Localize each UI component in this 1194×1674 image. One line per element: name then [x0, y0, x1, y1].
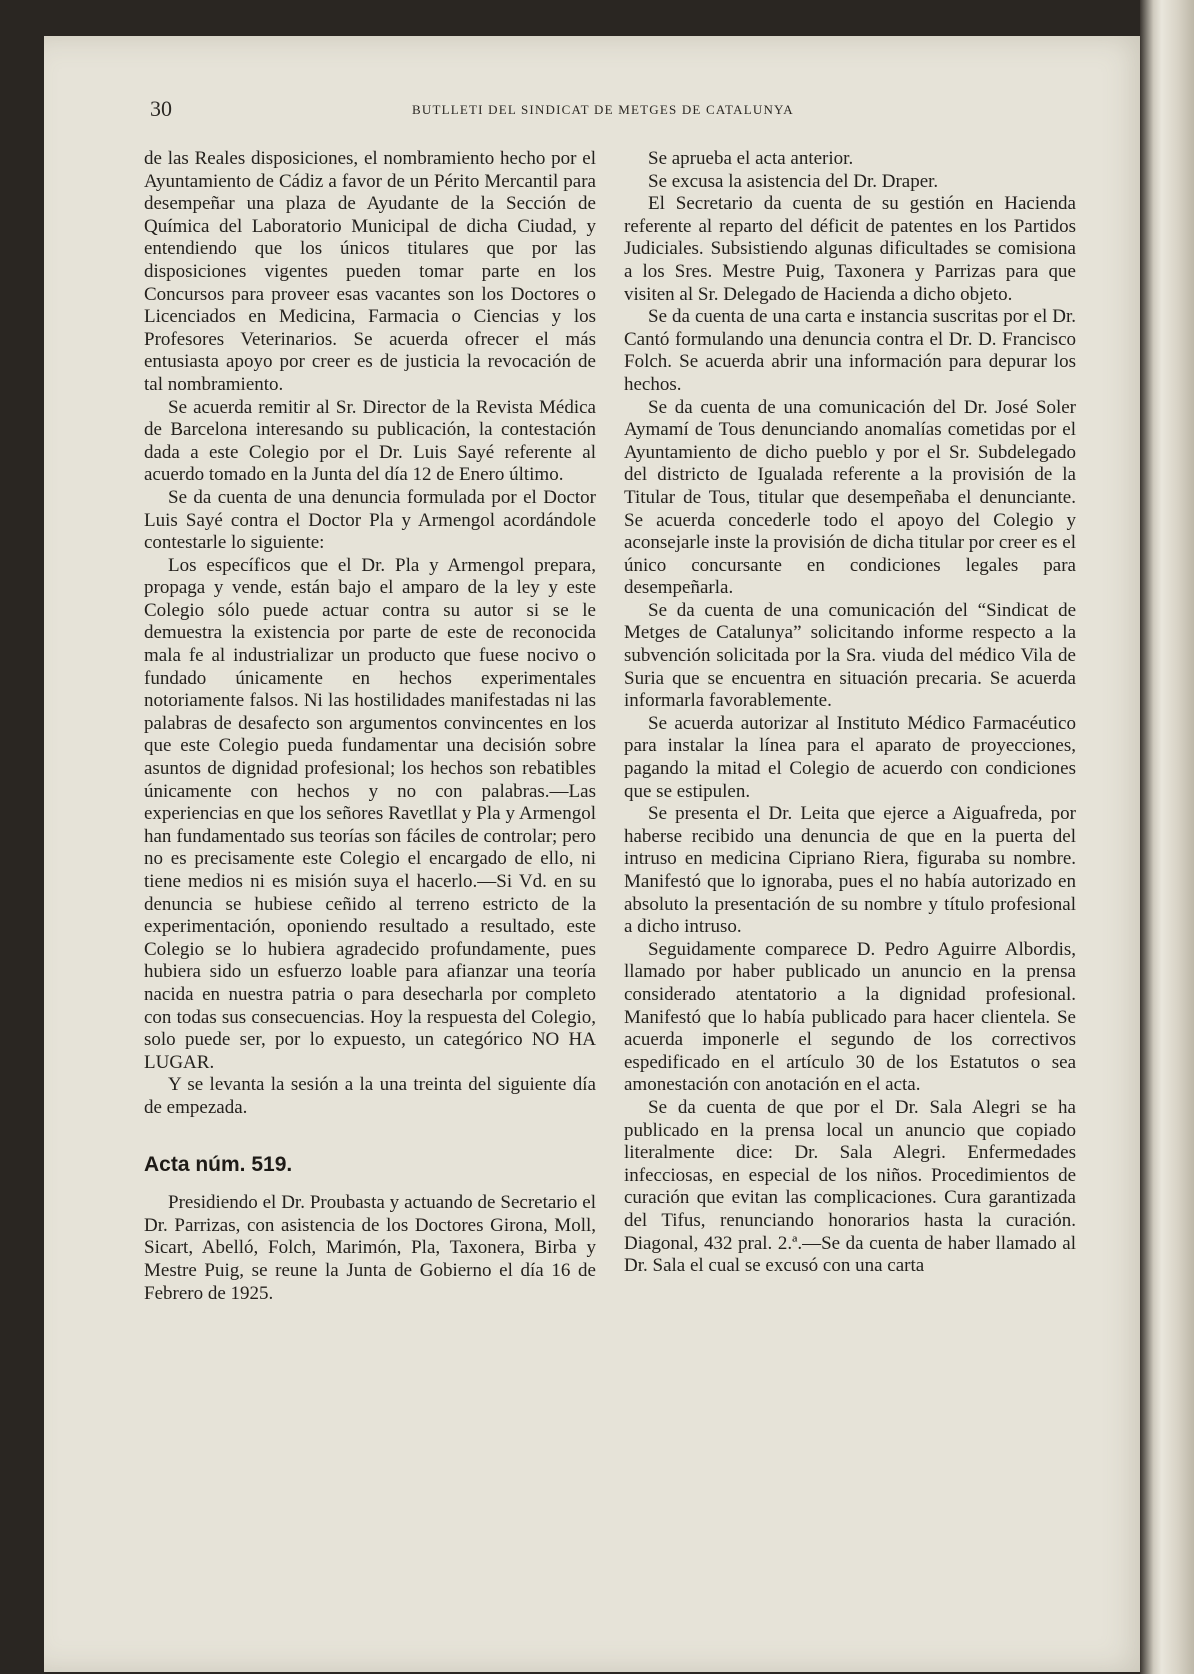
page-header [150, 96, 1100, 126]
paragraph: Se da cuenta de que por el Dr. Sala Alegri se ha publicado en la prensa local un anuncio que copiado literalmente dice: Dr. Sala Alegri. Enfermedades infecciosas, en especial de los niños. Procedimientos de curación que evitan las complicaciones. Cura garantizada del Tifus, renunciando honorarios hasta la curación. Diagonal, 432 pral. 2.ª.—Se da cuenta de haber llamado al Dr. Sala el cual se excusó con una carta [624, 1096, 1076, 1277]
paragraph: de las Reales disposiciones, el nombramiento hecho por el Ayuntamiento de Cádiz a favor de un Périto Mercantil para desempeñar una plaza de Ayudante de la Sección de Química del Laboratorio Municipal de dicha Ciudad, y entendiendo que los únicos titulares que por las disposiciones vigentes pueden tomar parte en los Concursos para proveer esas vacantes son los Doctores o Licenciados en Medicina, Farmacia o Ciencias y los Profesores Veterinarios. Se acuerda ofrecer el más entusiasta apoyo por creer es de justicia la revocación de tal nombramiento. [144, 148, 596, 395]
page-number: 30 [150, 96, 172, 121]
paragraph: Seguidamente comparece D. Pedro Aguirre Albordis, llamado por haber publicado un anuncio en la prensa considerado atentatorio a la dignidad profesional. Manifestó que lo había publicado para hacer clientela. Se acuerda imponerle el segundo de los correctivos espedificado en el artículo 30 de los Estatutos o sea amonestación con anotación en el acta. [624, 938, 1076, 1096]
paragraph: Se aprueba el acta anterior. [648, 148, 854, 169]
running-head: BUTLLETI DEL SINDICAT DE METGES DE CATALUNYA [412, 102, 794, 117]
left-column [144, 148, 596, 1305]
paragraph: Se da cuenta de una carta e instancia suscritas por el Dr. Cantó formulando una denuncia contra el Dr. D. Francisco Folch. Se acuerda abrir una información para depurar los hechos. [624, 306, 1076, 395]
paragraph: Se presenta el Dr. Leita que ejerce a Aiguafreda, por haberse recibido una denuncia de que en la puerta del intruso en medicina Cipriano Riera, figuraba su nombre. Manifestó que lo ignoraba, pues el no había autorizado en absoluto la presentación de su nombre y título profesional a dicho intruso. [624, 803, 1076, 938]
paragraph: Presidiendo el Dr. Proubasta y actuando de Secretario el Dr. Parrizas, con asistencia de los Doctores Girona, Moll, Sicart, Abelló, Folch, Marimón, Pla, Taxonera, Birba y Mestre Puig, se reune la Junta de Gobierno el día 16 de Febrero de 1925. [144, 1192, 596, 1304]
paragraph: Los específicos que el Dr. Pla y Armengol prepara, propaga y vende, están bajo el amparo de la ley y este Colegio sólo puede actuar contra su autor si se le demuestra la existencia por parte de este de reconocida mala fe al industrializar un producto que fuese nocivo o fundado únicamente en hechos experimentales notoriamente falsos. Ni las hostilidades manifestadas ni las palabras de desafecto son argumentos convincentes en los que este Colegio pueda fundamentar una decisión sobre asuntos de dignidad profesional; los hechos son rebatibles únicamente con hechos y no con palabras.—Las experiencias en que los señores Ravetllat y Pla y Armengol han fundamentado sus teorías son fáciles de controlar; pero no es precisamente este Colegio el encargado de ello, ni tiene medios ni es misión suya el hacerlo.—Si Vd. en su denuncia se hubiese ceñido al terreno estricto de la experimentación, oponiendo resultado a resultado, este Colegio se lo hubiera agradecido profundamente, pues hubiera sido un esfuerzo loable para afianzar una teoría nacida en nuestra patria o para desecharla por completo con todas sus consecuencias. Hoy la respuesta del Colegio, solo puede ser, por lo expuesto, un categórico NO HA LUGAR. [144, 554, 596, 1073]
paragraph: El Secretario da cuenta de su gestión en Hacienda referente al reparto del déficit de patentes en los Partidos Judiciales. Subsistiendo algunas dificultades se comisiona a los Sres. Mestre Puig, Taxonera y Parrizas para que visiten al Sr. Delegado de Hacienda a dicho objeto. [624, 193, 1076, 305]
paragraph: Se acuerda autorizar al Instituto Médico Farmacéutico para instalar la línea para el aparato de proyecciones, pagando la mitad el Colegio de acuerdo con condiciones que se estipulen. [624, 712, 1076, 802]
paragraph: Se da cuenta de una comunicación del Dr. José Soler Aymamí de Tous denunciando anomalías cometidas por el Ayuntamiento de dicho pueblo y por el Sr. Subdelegado del districto de Igualada referente a la provisión de la Titular de Tous, titular que desempeñaba el denunciante. Se acuerda concederle todo el apoyo del Colegio y aconsejarle inste la provisión de dicha titular por creer es el único concursante en condiciones legales para desempeñarla. [624, 396, 1076, 599]
right-column [624, 148, 1076, 1278]
paragraph: Y se levanta la sesión a la una treinta del siguiente día de empezada. [144, 1074, 596, 1118]
paragraph: Se excusa la asistencia del Dr. Draper. [648, 170, 939, 192]
section-title: Acta núm. 519. [144, 1152, 293, 1176]
paragraph: Se da cuenta de una denuncia formulada por el Doctor Luis Sayé contra el Doctor Pla y Armengol acordándole contestarle lo siguiente: [144, 486, 596, 554]
page-edge [1140, 0, 1194, 1674]
paragraph: Se acuerda remitir al Sr. Director de la Revista Médica de Barcelona interesando su publicación, la contestación dada a este Colegio por el Dr. Luis Sayé referente al acuerdo tomado en la Junta del día 12 de Enero último. [144, 396, 596, 486]
paragraph: Se da cuenta de una comunicación del “Sindicat de Metges de Catalunya” solicitando informe respecto a la subvención solicitada por la Sra. viuda del médico Vila de Suria que se encuentra en situación precaria. Se acuerda informarla favorablemente. [624, 599, 1076, 712]
